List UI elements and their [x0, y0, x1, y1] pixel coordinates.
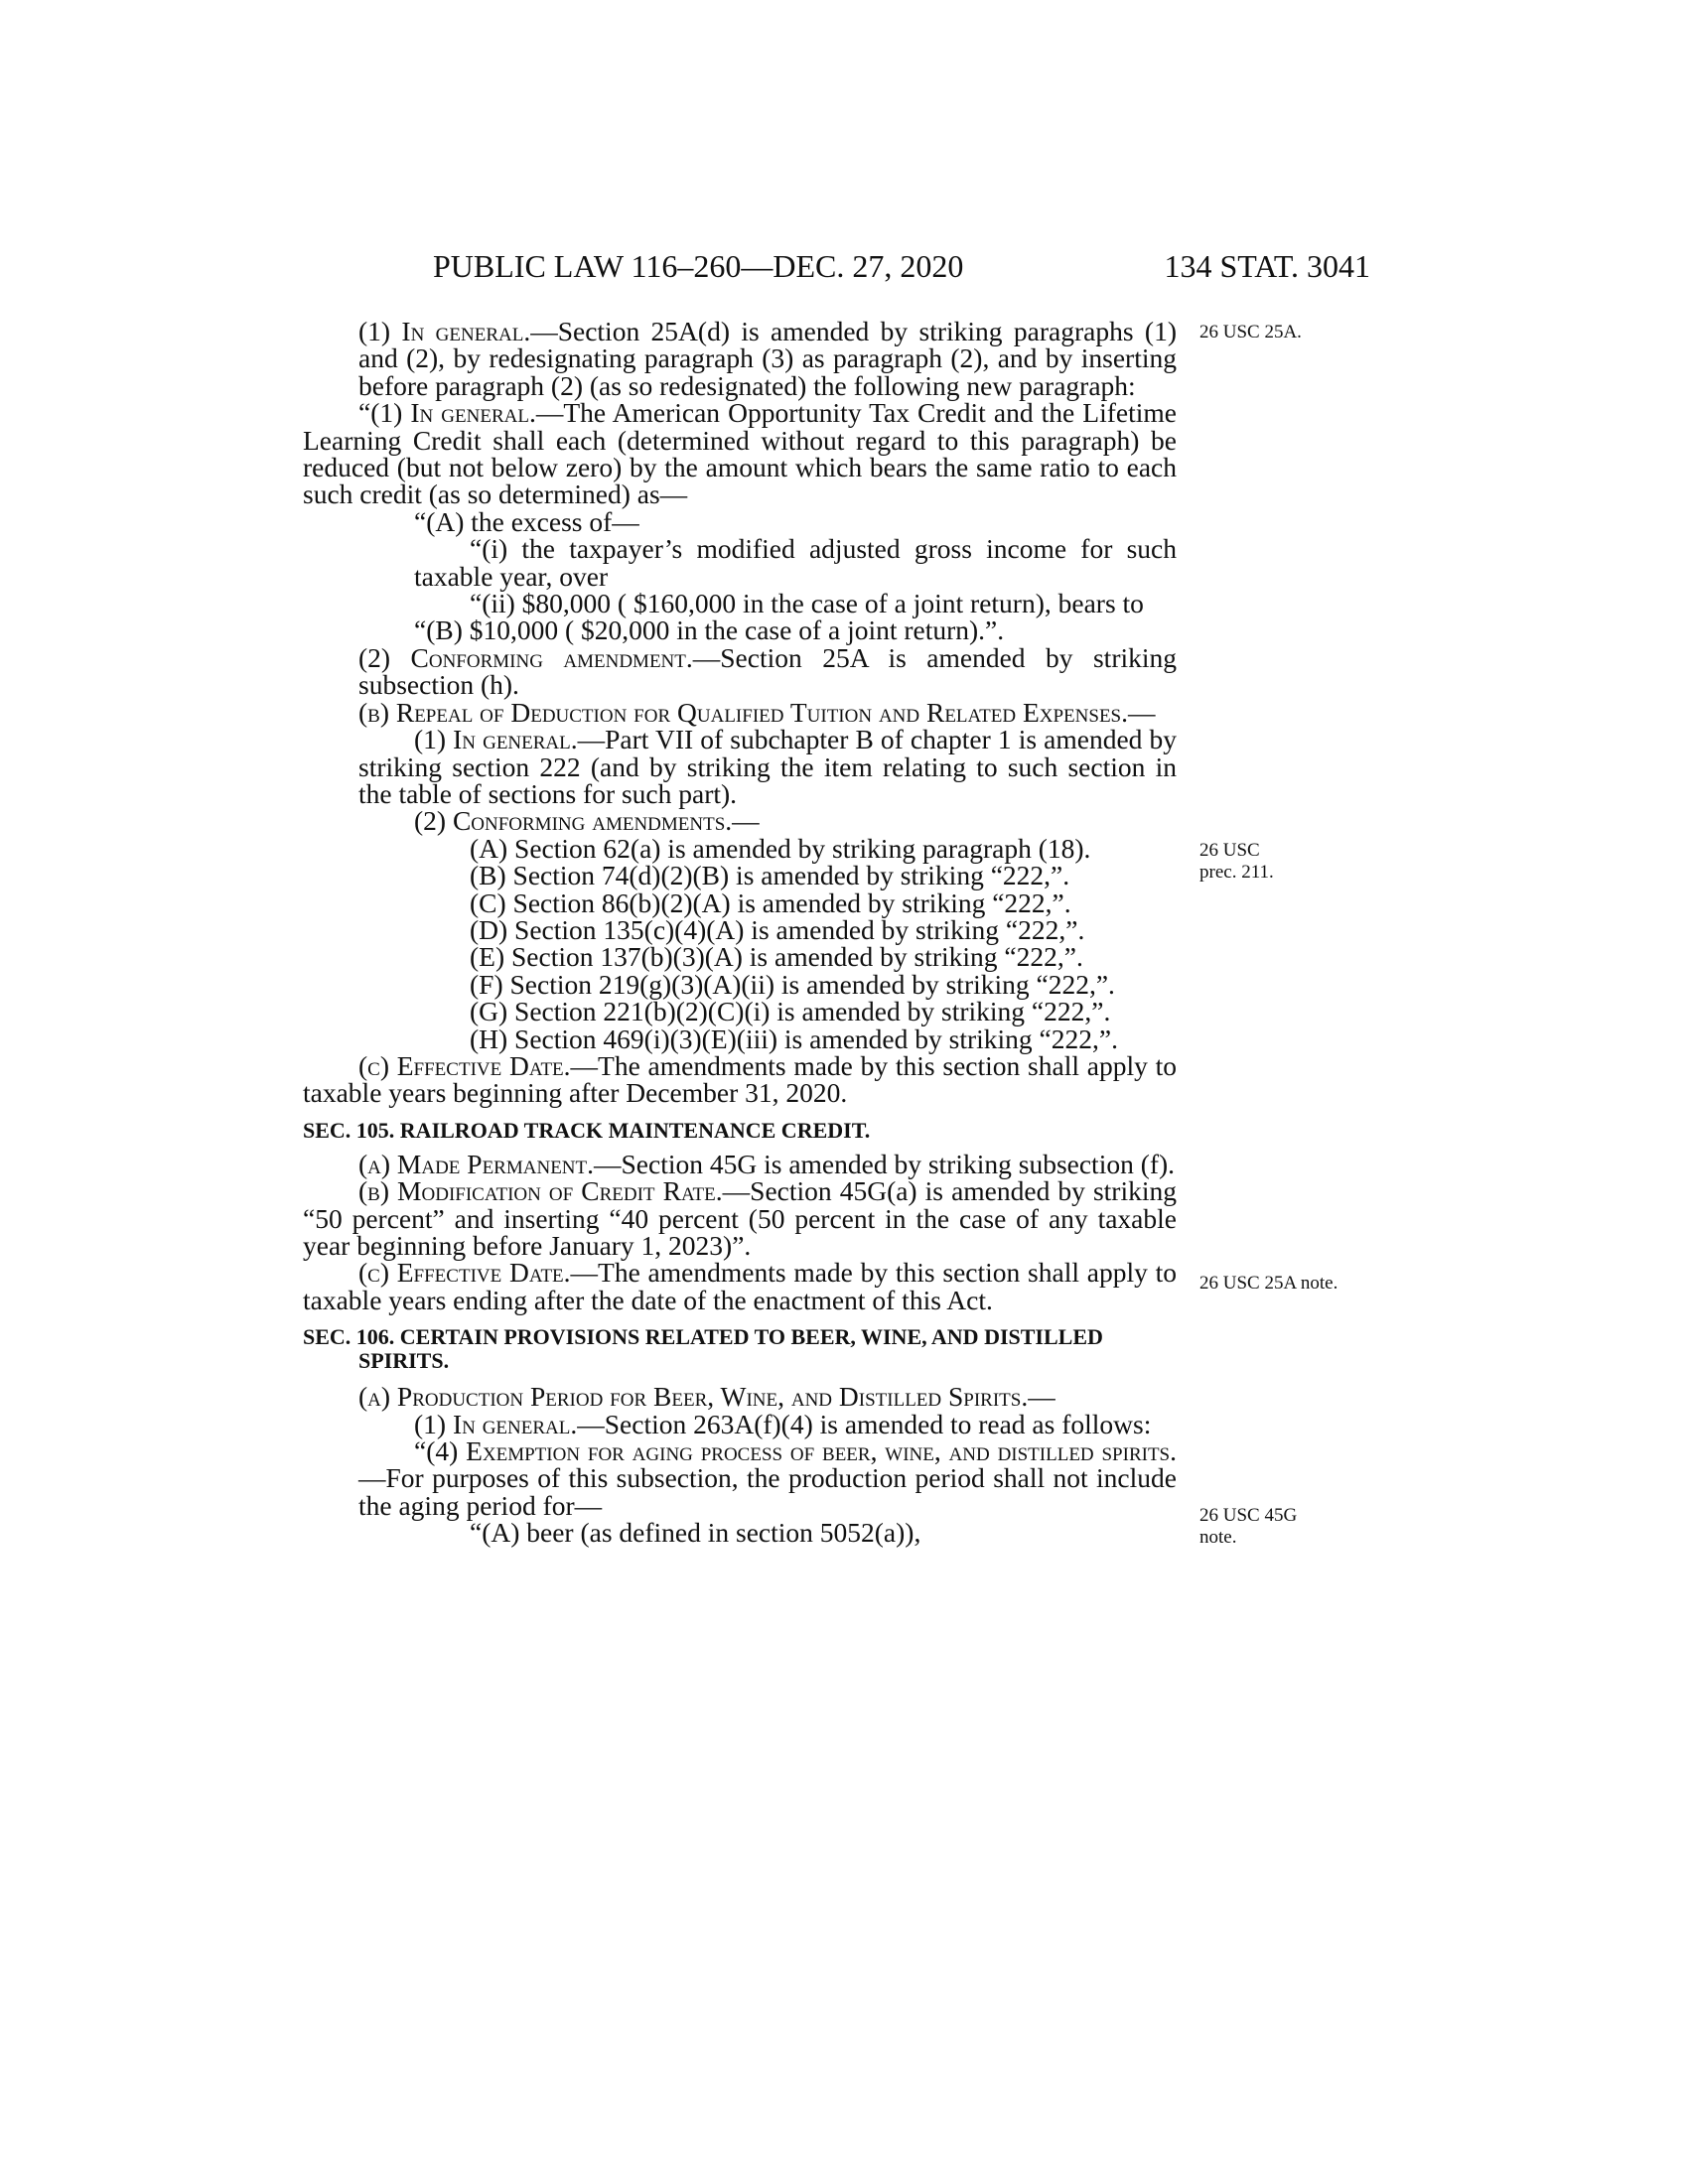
para-b2 — [303, 805, 1177, 837]
margin-note: 26 USC prec. 211. — [1199, 840, 1274, 883]
quote-1-text: —The American Opportunity Tax Credit and the Lifetime Learning Credit shall each (determined without regard to this paragraph) be reduced (but not below zero) by the amount which bears the same ratio to each such credit (as so determined) as— — [303, 397, 1177, 510]
para-a2-head: (2) Conforming amendment. — [358, 641, 693, 673]
quote-B: “(B) $10,000 ( $20,000 in the case of a joint return).”. — [414, 614, 1005, 646]
quote-1-head: “(1) In general. — [358, 397, 536, 429]
quote-4-A: “(A) beer (as defined in section 5052(a)), — [470, 1517, 921, 1549]
quote-4 — [303, 1437, 1177, 1519]
item-b2-A: (A) Section 62(a) is amended by striking paragraph (18). — [470, 832, 1091, 864]
text-column — [303, 318, 1177, 1547]
subsection-b-head: (b) Repeal of Deduction for Qualified Tuition and Related Expenses. — [358, 696, 1128, 728]
quote-4-head: “(4) Exemption for aging process of beer, wine, and distilled spirits. — [414, 1435, 1177, 1467]
subsection-c-head: (c) Effective Date. — [358, 1049, 571, 1081]
item-b2-C: (C) Section 86(b)(2)(A) is amended by striking “222,”. — [470, 887, 1071, 918]
s105-a — [303, 1148, 1177, 1179]
para-b2-dash: — — [732, 805, 760, 837]
subsection-b — [303, 696, 1177, 728]
running-header — [298, 248, 1370, 288]
item-b2-B: (B) Section 74(d)(2)(B) is amended by striking “222,”. — [470, 860, 1070, 891]
para-b1 — [303, 726, 1177, 807]
s106-a1-head: (1) In general. — [414, 1408, 578, 1439]
para-a2 — [303, 641, 1178, 701]
item-b2-D: (D) Section 135(c)(4)(A) is amended by striking “222,”. — [470, 913, 1085, 945]
subsection-b-dash: — — [1128, 696, 1156, 728]
subsection-c — [303, 1049, 1177, 1109]
s106-a-head: (a) Production Period for Beer, Wine, and Distilled Spirits. — [358, 1381, 1029, 1413]
s105-c-head: (c) Effective Date. — [358, 1257, 571, 1289]
item-b2-G: (G) Section 221(b)(2)(C)(i) is amended by striking “222,”. — [470, 996, 1111, 1027]
quote-A-ii: “(ii) $80,000 ( $160,000 in the case of a joint return), bears to — [470, 588, 1144, 619]
para-b2-head: (2) Conforming amendments. — [414, 805, 733, 837]
quote-A-i: “(i) the taxpayer’s modified adjusted gross income for such taxable year, over — [414, 533, 1177, 592]
s105-a-head: (a) Made Permanent. — [358, 1148, 595, 1179]
item-b2-H: (H) Section 469(i)(3)(E)(iii) is amended by striking “222,”. — [470, 1023, 1118, 1054]
s105-c-text: —The amendments made by this section shall apply to taxable years ending after the date of the enactment of this Act. — [303, 1257, 1177, 1315]
para-a1 — [303, 318, 1177, 399]
s105-a-text: —Section 45G is amended by striking subsection (f). — [594, 1148, 1176, 1179]
s106-a1 — [303, 1408, 1177, 1439]
margin-note: 26 USC 25A. — [1199, 322, 1302, 342]
para-a1-head: (1) In general. — [358, 316, 531, 346]
header-stat-page: 134 STAT. 3041 — [1164, 248, 1370, 284]
header-title: PUBLIC LAW 116–260—DEC. 27, 2020 — [433, 248, 964, 284]
item-b2-E: (E) Section 137(b)(3)(A) is amended by striking “222,”. — [470, 941, 1083, 973]
s106-a — [303, 1381, 1177, 1413]
para-a1-text: —Section 25A(d) is amended by striking paragraphs (1) and (2), by redesignating paragraph (3) as paragraph (2), and by inserting before paragraph (2) (as so redesignated) the following new paragraph: — [358, 316, 1177, 401]
item-b2-F: (F) Section 219(g)(3)(A)(ii) is amended by striking “222,”. — [470, 968, 1115, 1000]
s105-b-text: —Section 45G(a) is amended by striking “50 percent” and inserting “40 percent (50 percent in the case of any taxable year beginning before January 1, 2023)”. — [303, 1175, 1177, 1261]
section-106-heading: SEC. 106. CERTAIN PROVISIONS RELATED TO BEER, WINE, AND DISTILLED SPIRITS. — [303, 1324, 1103, 1374]
quote-1 — [303, 399, 1177, 508]
s106-a-dash: — — [1028, 1381, 1055, 1413]
quote-A: “(A) the excess of— — [414, 505, 639, 537]
margin-note: 26 USC 45G note. — [1199, 1505, 1298, 1548]
para-a2-text: —Section 25A is amended by striking subsection (h). — [358, 641, 1178, 701]
s105-c — [303, 1259, 1177, 1313]
section-105-heading: SEC. 105. RAILROAD TRACK MAINTENANCE CREDIT. — [303, 1117, 871, 1143]
para-b1-head: (1) In general. — [414, 724, 578, 755]
para-b1-text: —Part VII of subchapter B of chapter 1 is amended by striking section 222 (and by striking the item relating to such section in the table of sections for such part). — [358, 724, 1177, 809]
margin-note: 26 USC 25A note. — [1199, 1273, 1338, 1294]
subsection-c-text: —The amendments made by this section shall apply to taxable years beginning after December 31, 2020. — [303, 1049, 1177, 1109]
s105-b — [303, 1177, 1177, 1259]
s106-a1-text: —Section 263A(f)(4) is amended to read as follows: — [577, 1408, 1152, 1439]
s105-b-head: (b) Modification of Credit Rate. — [358, 1175, 723, 1207]
quote-4-text: —For purposes of this subsection, the production period shall not include the aging period for— — [358, 1462, 1177, 1521]
